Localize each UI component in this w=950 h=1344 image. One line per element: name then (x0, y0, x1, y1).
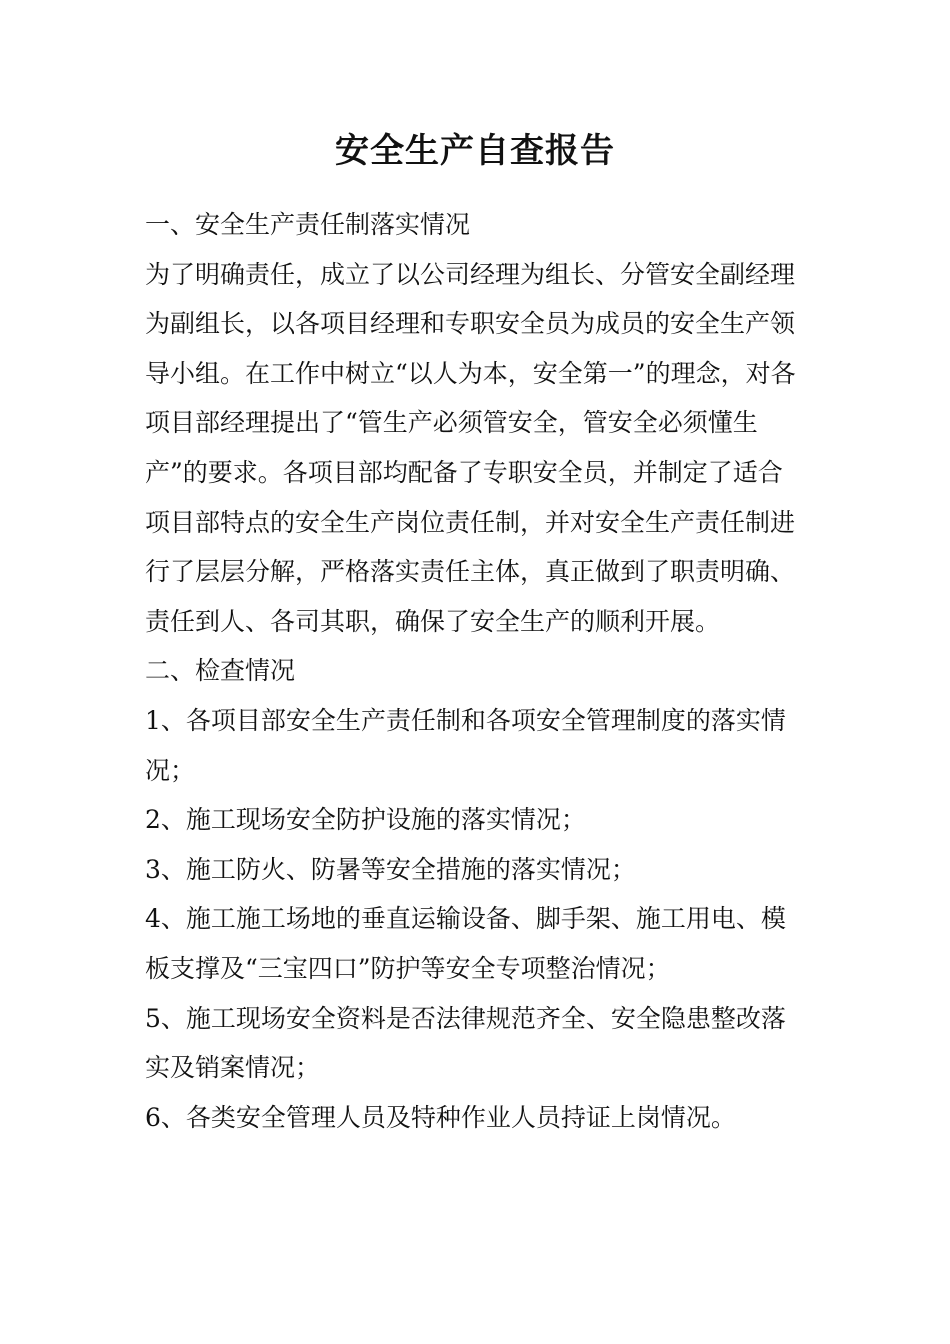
list-item: 6、各类安全管理人员及特种作业人员持证上岗情况。 (145, 1102, 736, 1132)
section-heading-2: 二、检查情况 (145, 656, 296, 686)
section-heading-1: 一、安全生产责任制落实情况 (145, 210, 471, 239)
list-item: 2、施工现场安全防护设施的落实情况； (145, 805, 586, 835)
document-body (145, 200, 805, 1142)
list-item: 4、施工施工场地的垂直运输设备、脚手架、施工用电、模板支撑及“三宝四口”防护等安全专项整治情况； (145, 904, 786, 983)
section-paragraph-1: 为了明确责任，成立了以公司经理为组长、分管安全副经理为副组长，以各项目经理和专职安全员为成员的安全生产领导小组。在工作中树立“以人为本，安全第一”的理念，对各项目部经理提出了“管生产必须管安全，管安全必须懂生产”的要求。各项目部均配备了专职安全员，并制定了适合项目部特点的安全生产岗位责任制，并对安全生产责任制进行了层层分解，严格落实责任主体，真正做到了职责明确、责任到人、各司其职，确保了安全生产的顺利开展。 (145, 259, 796, 636)
document-title: 安全生产自查报告 (335, 131, 615, 171)
list-item: 1、各项目部安全生产责任制和各项安全管理制度的落实情况； (145, 705, 786, 785)
list-item: 5、施工现场安全资料是否法律规范齐全、安全隐患整改落实及销案情况； (145, 1003, 786, 1083)
list-item: 3、施工防火、防暑等安全措施的落实情况； (145, 854, 636, 884)
